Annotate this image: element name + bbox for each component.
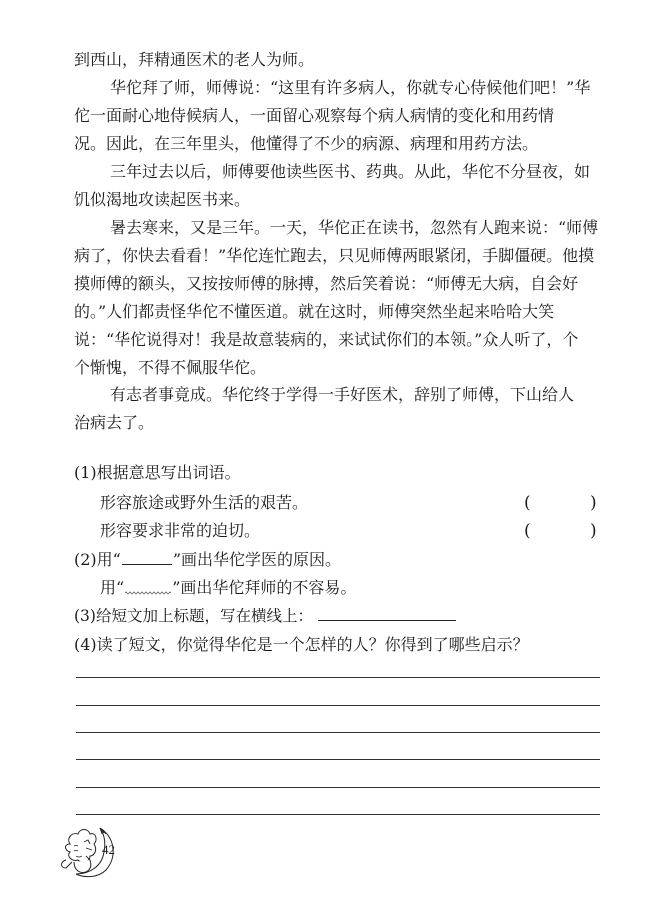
- passage-line: 有志者事竟成。华佗终于学得一手好医术，辞别了师傅，下山给人: [110, 385, 575, 404]
- answer-paren-close: ): [590, 493, 597, 513]
- passage-line: 说：“华佗说得对！我是故意装病的，来试试你们的本领。”众人听了，个: [74, 330, 579, 349]
- question-2-prefix: (2)用“: [74, 550, 121, 569]
- question-2-sub-prefix: 用“: [100, 578, 125, 597]
- answer-blank-1[interactable]: [534, 489, 588, 517]
- title-answer-line[interactable]: [318, 620, 456, 621]
- answer-paren-open: (: [524, 493, 531, 513]
- passage-line: 病了，你快去看看！”华佗连忙跑去，只见师傅两眼紧闭，手脚僵硬。他摸: [74, 246, 595, 265]
- wavy-underline-sample: [125, 579, 171, 593]
- passage-line: 华佗拜了师，师傅说：“这里有许多病人，你就专心侍候他们吧！”华: [110, 78, 591, 97]
- passage-line: 佗一面耐心地侍候病人，一面留心观察每个病人病情的变化和用药情: [74, 106, 555, 125]
- passage-line: 个惭愧，不得不佩服华佗。: [74, 358, 267, 377]
- answer-line[interactable]: [76, 732, 600, 733]
- passage-line: 暑去寒来，又是三年。一天，华佗正在读书，忽然有人跑来说：“师傅: [110, 218, 599, 237]
- passage-line: 三年过去以后，师傅要他读些医书、药典。从此，华佗不分昼夜，如: [110, 162, 591, 181]
- passage-line: 摸师傅的额头，又按按师傅的脉搏，然后笑着说：“师傅无大病，自会好: [74, 274, 579, 293]
- passage-line: 到西山，拜精通医术的老人为师。: [74, 50, 315, 69]
- question-4-label: (4)读了短文，你觉得华佗是一个怎样的人？你得到了哪些启示？: [74, 635, 529, 654]
- answer-line[interactable]: [76, 814, 600, 815]
- question-1-label: (1)根据意思写出词语。: [74, 463, 241, 482]
- question-2: [74, 546, 600, 574]
- answer-line[interactable]: [76, 677, 600, 678]
- answer-line[interactable]: [76, 787, 600, 788]
- question-2-sub: [100, 574, 500, 602]
- cartoon-child-moon-icon: [56, 822, 126, 880]
- page-number: 42: [102, 842, 115, 857]
- answer-line[interactable]: [76, 759, 600, 760]
- question-1-item: 形容旅途或野外生活的艰苦。: [100, 493, 309, 512]
- solid-underline-sample: [122, 550, 172, 565]
- passage-line: 况。因此，在三年里头，他懂得了不少的病源、病理和用药方法。: [74, 134, 539, 153]
- passage-line: 治病去了。: [74, 413, 155, 432]
- question-1-item: 形容要求非常的迫切。: [100, 521, 261, 540]
- answer-blank-2[interactable]: [534, 517, 588, 545]
- answer-paren-close: ): [590, 521, 597, 541]
- passage-line: 的。”人们都责怪华佗不懂医道。就在这时，师傅突然坐起来哈哈大笑: [74, 302, 555, 321]
- answer-line[interactable]: [76, 705, 600, 706]
- passage-line: 饥似渴地攻读起医书来。: [74, 190, 251, 209]
- answer-paren-open: (: [524, 521, 531, 541]
- question-2-suffix: ”画出华佗学医的原因。: [172, 550, 342, 569]
- question-3-label: (3)给短文加上标题，写在横线上：: [74, 607, 313, 625]
- question-2-sub-suffix: ”画出华佗拜师的不容易。: [172, 578, 357, 597]
